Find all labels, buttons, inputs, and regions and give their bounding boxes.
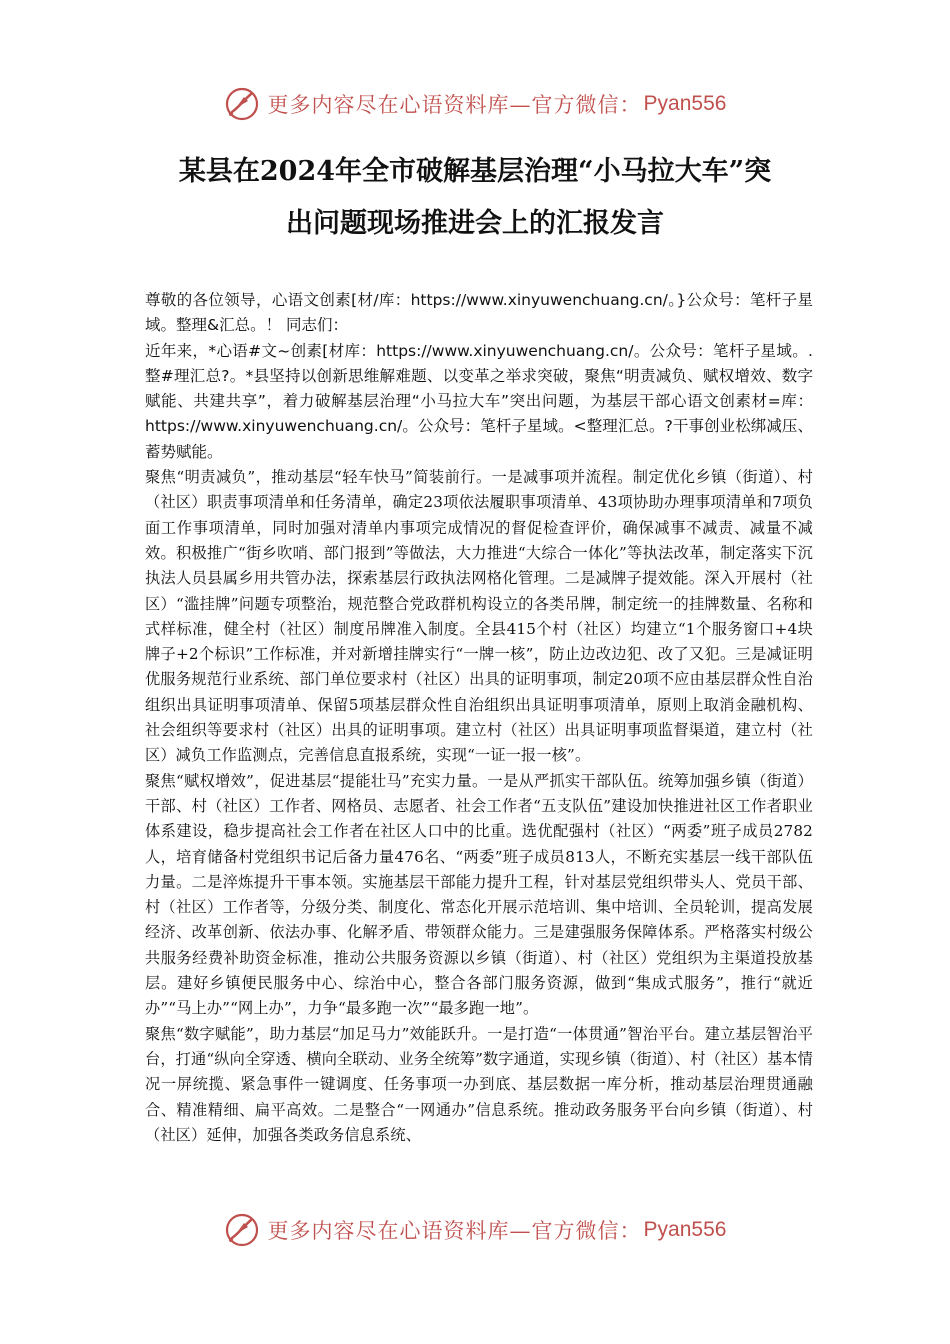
intro-section [145, 288, 813, 465]
banner-text: 更多内容尽在心语资料库—官方微信： [267, 93, 642, 117]
footer-banner[interactable] [0, 1208, 950, 1252]
header-banner[interactable] [0, 82, 950, 126]
main-section [145, 465, 813, 1148]
pen-nib-logo-icon [224, 86, 260, 122]
pen-nib-logo-icon [224, 1212, 260, 1248]
document-title [100, 146, 850, 250]
banner-wechat-id: Pyan556 [643, 92, 727, 115]
paragraph-digital: 聚焦“数字赋能”，助力基层“加足马力”效能跃升。一是打造“一体贯通”智治平台。建立基层智治平台，打通“纵向全穿透、横向全联动、业务全统筹”数字通道，实现乡镇（街道）、村（社区）基本情况一屏统揽、紧急事件一键调度、任务事项一办到底、基层数据一库分析，推动基层治理贯通融合、精准精细、扁平高效。二是整合“一网通办”信息系统。推动政务服务平台向乡镇（街道）、村（社区）延伸，加强各类政务信息系统、 [145, 1024, 813, 1144]
paragraph-empowerment: 聚焦“赋权增效”，促进基层“提能壮马”充实力量。一是从严抓实干部队伍。统筹加强乡镇（街道）干部、村（社区）工作者、网格员、志愿者、社会工作者“五支队伍”建设加快推进社区工作者职业体系建设，稳步提高社会工作者在社区人口中的比重。选优配强村（社区）“两委”班子成员2782人，培育储备村党组织书记后备力量476名、“两委”班子成员813人，不断充实基层一线干部队伍力量。二是淬炼提升干事本领。实施基层干部能力提升工程，针对基层党组织带头人、党员干部、村（社区）工作者等，分级分类、制度化、常态化开展示范培训、集中培训、全员轮训，提高发展经济、改革创新、依法办事、化解矛盾、带领群众能力。三是建强服务保障体系。严格落实村级公共服务经费补助资金标准，推动公共服务资源以乡镇（街道）、村（社区）党组织为主渠道投放基层。建好乡镇便民服务中心、综治中心，整合各部门服务资源，做到“集成式服务”，推行“就近办”“马上办”“网上办”，力争“最多跑一次”“最多跑一地”。 [145, 771, 813, 1018]
title-line-1: 某县在2024年全市破解基层治理“小马拉大车”突 [178, 156, 772, 187]
title-line-2: 出问题现场推进会上的汇报发言 [286, 208, 664, 239]
banner-text: 更多内容尽在心语资料库—官方微信： [267, 1219, 642, 1243]
paragraph-responsibility: 聚焦“明责减负”，推动基层“轻车快马”简装前行。一是减事项并流程。制定优化乡镇（街道）、村（社区）职责事项清单和任务清单，确定23项依法履职事项清单、43项协助办理事项清单和7项负面工作事项清单，同时加强对清单内事项完成情况的督促检查评价，确保减事不减责、减量不减效。积极推广“街乡吹哨、部门报到”等做法，大力推进“大综合一体化”等执法改革，制定落实下沉执法人员县属乡用共管办法，探索基层行政执法网格化管理。二是减牌子提效能。深入开展村（社区）“滥挂牌”问题专项整治，规范整合党政群机构设立的各类吊牌，制定统一的挂牌数量、名称和式样标准，健全村（社区）制度吊牌准入制度。全县415个村（社区）均建立“1个服务窗口+4块牌子+2个标识”工作标准，并对新增挂牌实行“一牌一核”，防止边改边犯、改了又犯。三是减证明优服务规范行业系统、部门单位要求村（社区）出具的证明事项，制定20项不应由基层群众性自治组织出具证明事项清单、保留5项基层群众性自治组织出具证明事项清单，原则上取消金融机构、社会组织等要求村（社区）出具的证明事项。建立村（社区）出具证明事项监督渠道，建立村（社区）减负工作监测点，完善信息直报系统，实现“一证一报一核”。 [145, 468, 813, 765]
banner-wechat-id: Pyan556 [643, 1218, 727, 1241]
document-body [145, 288, 813, 1148]
salutation-paragraph: 尊敬的各位领导，心语文创素[材/库：https://www.xinyuwenchuang.cn/。}公众号：笔杆子星域。整理&汇总。！ 同志们： [145, 291, 813, 335]
opening-paragraph: 近年来，*心语#文~创素[材库：https://www.xinyuwenchuang.cn/。公众号：笔杆子星域。.整#理汇总?。*县坚持以创新思维解难题、以变革之举求突破，聚焦“明责减负、赋权增效、数字赋能、共建共享”，着力破解基层治理“小马拉大车”突出问题，为基层干部心语文创素材=库：https://www.xinyuwenchuang.cn/。公众号：笔杆子星域。<整理汇总。?干事创业松绑减压、蓄势赋能。 [145, 341, 813, 461]
